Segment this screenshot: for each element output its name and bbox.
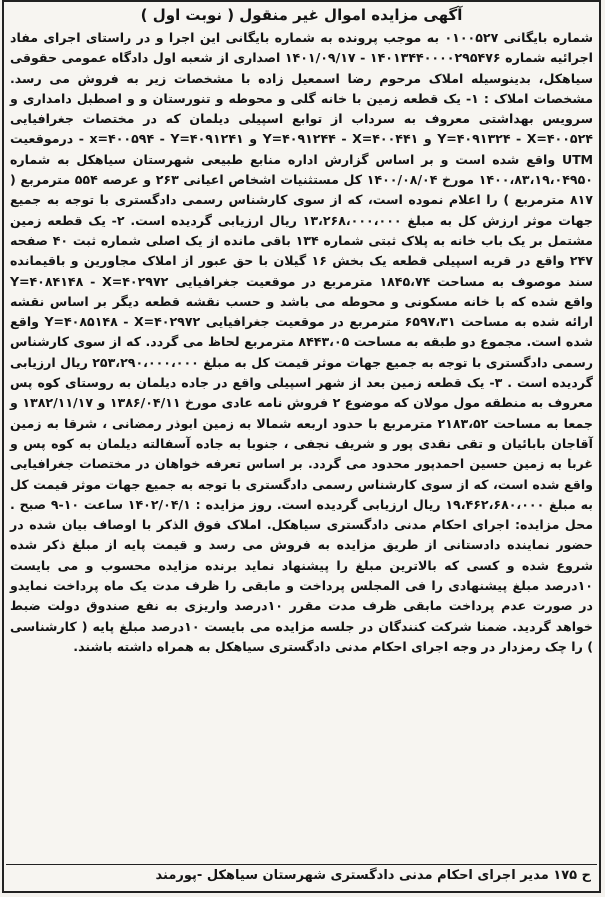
notice-title: آگهی مزایده اموال غیر منقول ( نوبت اول )	[140, 6, 463, 24]
notice-body-text: شماره بایگانی ۰۱۰۰۵۲۷ به موجب پرونده به شماره بایگانی این اجرا و در راستای اجرای مفاد اجرائیه شماره ۱۴۰۱۳۴۴۰۰۰۰۲۹۵۴۷۶ - ۱۴۰۱/۰۹/۱۷ اصداری از شعبه اول دادگاه عمومی حقوقی سیاهکل، بدینوسیله املاک مرحوم رضا اسمعیل زاده با مشخصات زیر به فروش می رسد. مشخصات املاک : ۱- یک قطعه زمین با خانه گلی و محوطه و تنورستان و و اصطبل دامداری و سرویس بهداشتی معروف به سرداب از توابع اسپیلی دیلمان که در مختصات جغرافیایی Y=۴۰۹۱۳۲۴ - X=۴۰۰۵۲۴ و Y=۴۰۹۱۲۴۴ - X=۴۰۰۴۴۱ و x=۴۰۰۵۹۴ - Y=۴۰۹۱۲۴۱ - درموقعیت UTM واقع شده است و بر اساس گزارش اداره منابع طبیعی شهرستان سیاهکل به شماره ۱۴۰۰،۸۳،۱۹،۰۴۹۵۰ مورخ ۱۴۰۰/۰۸/۰۴ کل مستثنیات اشخاص اعیانی ۲۶۳ و عرصه ۵۵۴ مترمربع ( ۸۱۷ مترمربع ) را اعلام نموده است، که از سوی کارشناس رسمی دادگستری با توجه به جمیع جهات موثر ارزش کل به مبلغ ۱۳،۲۶۸،۰۰۰،۰۰۰ ریال ارزیابی گردیده است. ۲- یک قطعه زمین مشتمل بر یک باب خانه به پلاک ثبتی شماره ۱۳۴ باقی مانده از یک اصلی شماره ثبت ۴۰ صفحه ۲۴۷ واقع در قریه اسپیلی قطعه یک بخش ۱۶ گیلان با حق عبور از املاک مجاورین و باقیمانده سند موصوف به مساحت ۱۸۴۵،۷۴ مترمربع در موقعیت جغرافیایی Y=۴۰۸۴۱۴۸ - X=۴۰۲۹۷۲ واقع شده که با خانه مسکونی و محوطه می باشد و حسب نقشه قطعه دیگر بر اساس نقشه ارائه شده به مساحت ۶۵۹۷،۳۱ مترمربع در موقعیت جغرافیایی Y=۴۰۸۵۱۴۸ - X=۴۰۲۹۷۲ واقع شده است. مجموع دو طبقه به مساحت ۸۴۴۳،۰۵ مترمربع لحاظ می گردد. که از سوی کارشناس رسمی دادگستری با توجه به جمیع جهات موثر قیمت کل به مبلغ ۲۵۳،۲۹۰،۰۰۰،۰۰۰ ریال ارزیابی گردیده است . ۳- یک قطعه زمین بعد از شهر اسپیلی واقع در جاده دیلمان به روستای کوه پس معروف به منطقه مول مولان که موضوع ۲ فروش نامه عادی مورخ ۱۳۸۶/۰۴/۱۱ و ۱۳۸۲/۱۱/۱۷ و جمعا به مساحت ۲۱۸۳،۵۲ مترمربع با حدود اربعه شمالا به زمین ابوذر رمضانی ، شرقا به زمین آقاجان بابائیان و تقی نقدی پور و شریف نجفی ، جنوبا به جاده آسفالته دیلمان به کوه پس و غربا به زمین حسین احمدپور محدود می گردد. بر اساس تعرفه خواهان در مختصات جغرافیایی واقع شده است، که از سوی کارشناس رسمی دادگستری با توجه به جمیع جهات موثر قیمت کل به مبلغ ۱۹،۴۶۲،۶۸۰،۰۰۰ ریال ارزیابی گردیده است. روز مزایده : ۱۴۰۲/۰۴/۱ ساعت ۱۰-۹ صبح . محل مزایده: اجرای احکام مدنی دادگستری سیاهکل. املاک فوق الذکر با اوصاف بیان شده در حضور نماینده دادستانی از طریق مزایده به فروش می رسد و قیمت پایه از مبلغ ذکر شده شروع شده و کسی که بالاترین مبلغ را پیشنهاد نماید برنده مزایده محسوب و می بایست ۱۰درصد مبلغ پیشنهادی را فی المجلس پرداخت و مابقی را ظرف مدت یک ماه پرداخت نمایدو در صورت عدم پرداخت مابقی ظرف مدت مقرر ۱۰درصد واریزی به نفع صندوق دولت ضبط خواهد گردید. ضمنا شرکت کنندگان در جلسه مزایده می بایست ۱۰درصد مبلغ پایه ( کارشناسی ) را چک رمزدار در وجه اجرای احکام مدنی دادگستری سیاهکل به همراه داشته باشند.	[10, 30, 594, 654]
notice-body	[10, 28, 593, 657]
notice-frame	[2, 0, 601, 893]
notice-footer: ح ۱۷۵ مدیر اجرای احکام مدنی دادگستری شهرستان سیاهکل -پورمند	[6, 864, 597, 887]
